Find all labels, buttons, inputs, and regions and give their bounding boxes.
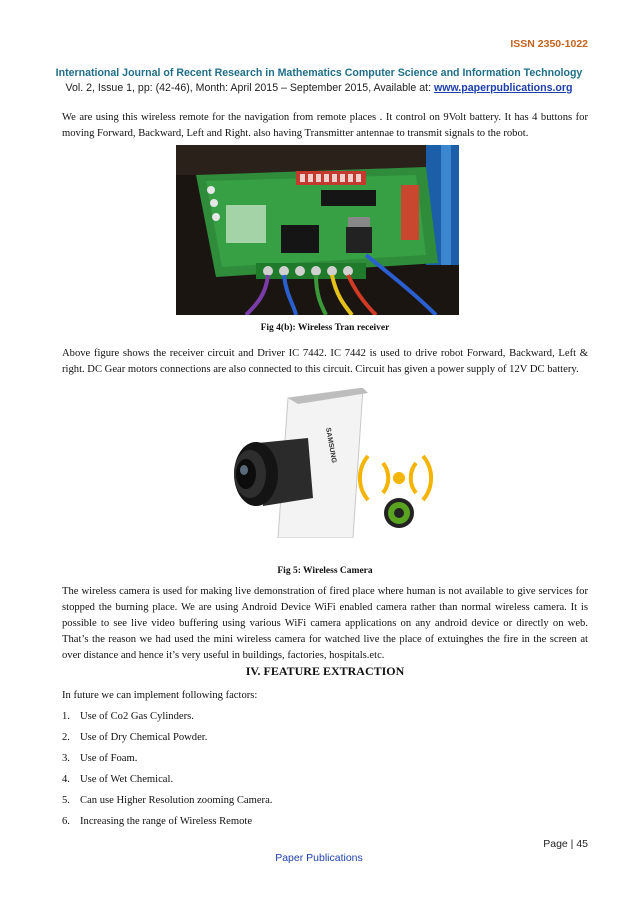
receiver-circuit-image xyxy=(176,145,459,315)
list-item: 6. Increasing the range of Wireless Remote xyxy=(62,816,253,827)
list-item: 5. Can use Higher Resolution zooming Camera. xyxy=(62,795,273,806)
issn-label: ISSN 2350-1022 xyxy=(510,38,588,50)
paragraph-receiver: Above figure shows the receiver circuit and Driver IC 7442. IC 7442 is used to drive robot Forward, Backward, Left & right. DC Gear motors connections are also connected to this circuit. Circuit has given a power supply of 12V DC battery. xyxy=(62,348,588,375)
svg-text:SAMSUNG: SAMSUNG xyxy=(324,427,338,464)
list-item: 4. Use of Wet Chemical. xyxy=(62,774,174,785)
volume-info: Vol. 2, Issue 1, pp: (42-46), Month: April 2015 – September 2015, Available at: xyxy=(65,82,434,94)
future-intro: In future we can implement following factors: xyxy=(62,690,258,701)
paragraph-camera: The wireless camera is used for making live demonstration of fired place where human is not available to give services for stopped the burning place. We are using Android Device WiFi enabled camera rather than normal wireless camera. It is possible to see live video buffering using various WiFi camera applications on any android device or directly on web. That’s the reason we had used the mini wireless camera for watched live the place of extuinghes the fire in the screen at over distance and hence it’s very useful in buildings, factories, hospitals.etc. xyxy=(62,586,588,661)
page-number: Page | 45 xyxy=(543,838,588,850)
list-item: 2. Use of Dry Chemical Powder. xyxy=(62,732,208,743)
journal-url-link[interactable]: www.paperpublications.org xyxy=(433,82,573,94)
journal-title: International Journal of Recent Research in Mathematics Computer Science and Information Technology xyxy=(55,67,583,79)
list-item: 3. Use of Foam. xyxy=(62,753,138,764)
wireless-camera-image xyxy=(218,388,448,538)
list-item: 1. Use of Co2 Gas Cylinders. xyxy=(62,711,194,722)
figure-5-caption: Fig 5: Wireless Camera xyxy=(277,566,373,576)
volume-info-line xyxy=(40,82,598,94)
section-heading: IV. FEATURE EXTRACTION xyxy=(245,664,405,678)
paragraph-remote: We are using this wireless remote for the navigation from remote places . It control on 9Volt battery. It has 4 buttons for moving Forward, Backward, Left and Right. also having Transmitter antennae to transmit signals to the robot. xyxy=(62,112,588,139)
publisher-footer: Paper Publications xyxy=(275,852,363,864)
figure-4b-caption: Fig 4(b): Wireless Tran receiver xyxy=(260,323,390,333)
